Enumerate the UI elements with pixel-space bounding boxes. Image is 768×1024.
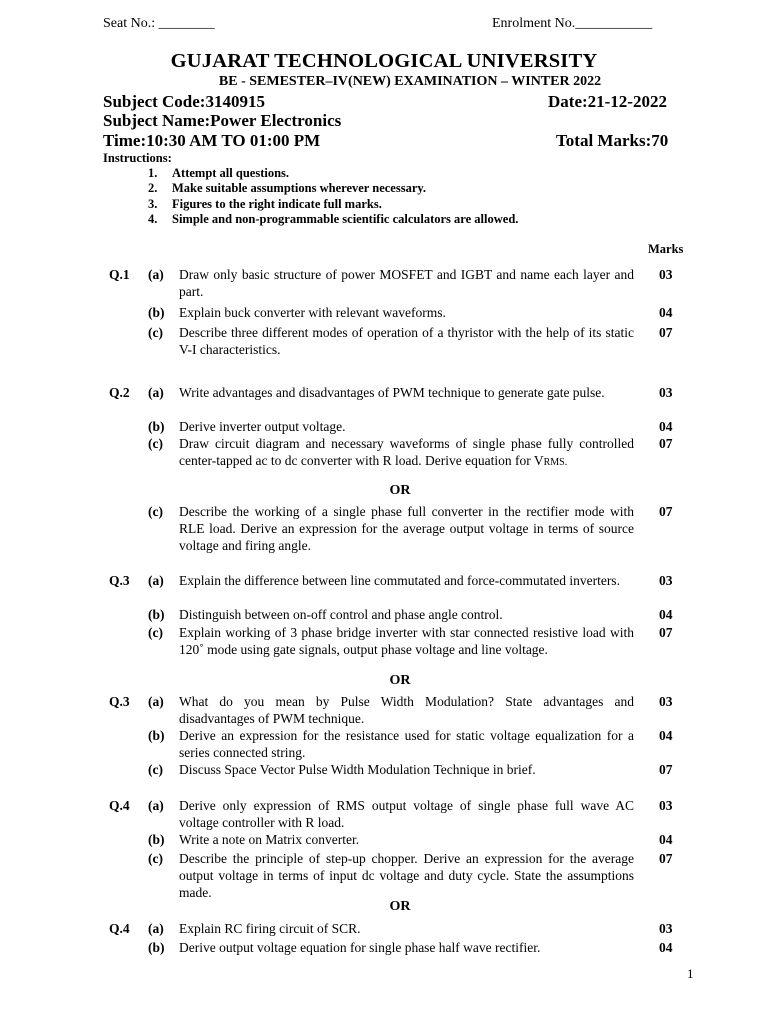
- question-text: Explain buck converter with relevant waveforms.: [179, 305, 446, 320]
- or-separator: OR: [389, 483, 411, 498]
- question-part: (b): [148, 419, 165, 434]
- question-part: (b): [148, 940, 165, 955]
- question-part: (c): [148, 851, 163, 866]
- instruction-number: 4.: [148, 212, 158, 226]
- question-text-body: Draw circuit diagram and necessary waveforms of single phase fully controlled center-tapped ac to dc converter with R load. Derive equation for: [179, 436, 634, 468]
- subject-code: Subject Code:3140915: [103, 92, 265, 111]
- question-marks: 04: [659, 940, 673, 955]
- question-text: Derive only expression of RMS output voltage of single phase full wave AC voltage controller with R load.: [179, 798, 634, 830]
- instruction-number: 2.: [148, 181, 158, 195]
- instruction-item: [148, 166, 289, 181]
- question-part: (a): [148, 694, 164, 709]
- instruction-text: Simple and non-programmable scientific calculators are allowed.: [172, 212, 519, 226]
- question-number: Q.4: [109, 798, 130, 813]
- question-marks: 04: [659, 419, 673, 434]
- question-text: Describe the principle of step-up chopper. Derive an expression for the average output voltage in terms of input dc voltage and duty cycle. State the assumptions made.: [179, 851, 634, 900]
- vrms-subscript: RMS.: [543, 457, 568, 468]
- question-marks: 07: [659, 762, 673, 777]
- question-text: Distinguish between on-off control and phase angle control.: [179, 607, 503, 622]
- question-marks: 04: [659, 728, 673, 743]
- question-part: (b): [148, 607, 165, 622]
- instruction-item: [148, 181, 426, 196]
- question-marks: 04: [659, 607, 673, 622]
- instruction-number: 3.: [148, 197, 158, 211]
- question-text: Derive inverter output voltage.: [179, 419, 346, 434]
- vrms-symbol: V: [533, 453, 544, 468]
- question-text: Derive output voltage equation for single phase half wave rectifier.: [179, 940, 541, 955]
- instruction-number: 1.: [148, 166, 158, 180]
- question-part: (b): [148, 728, 165, 743]
- question-marks: 03: [659, 573, 673, 588]
- instruction-text: Attempt all questions.: [172, 166, 290, 180]
- or-separator: OR: [389, 673, 411, 688]
- question-text: Describe the working of a single phase full converter in the rectifier mode with RLE load. Derive an expression for the average output voltage in terms of source voltage and firing angle.: [179, 504, 634, 553]
- question-part: (a): [148, 921, 164, 936]
- question-part: (b): [148, 832, 165, 847]
- question-text: Describe three different modes of operation of a thyristor with the help of its static V-I characteristics.: [179, 325, 634, 357]
- question-marks: 07: [659, 851, 673, 866]
- subject-name: Subject Name:Power Electronics: [103, 111, 342, 130]
- exam-time: Time:10:30 AM TO 01:00 PM: [103, 131, 321, 150]
- question-marks: 04: [659, 305, 673, 320]
- question-number: Q.3: [109, 573, 130, 588]
- exam-title: BE - SEMESTER–IV(NEW) EXAMINATION – WINTER 2022: [218, 74, 602, 89]
- question-part: (c): [148, 504, 163, 519]
- question-number: Q.4: [109, 921, 130, 936]
- question-text: What do you mean by Pulse Width Modulation? State advantages and disadvantages of PWM technique.: [179, 694, 634, 726]
- question-marks: 03: [659, 798, 673, 813]
- question-marks: 03: [659, 267, 673, 282]
- instruction-text: Figures to the right indicate full marks.: [172, 197, 382, 211]
- exam-date: Date:21-12-2022: [548, 92, 667, 111]
- question-part: (c): [148, 762, 163, 777]
- instructions-heading: Instructions:: [103, 151, 172, 165]
- question-marks: 07: [659, 325, 673, 340]
- question-text: Explain the difference between line commutated and force-commutated inverters.: [179, 573, 620, 588]
- question-number: Q.1: [109, 267, 130, 282]
- instruction-text: Make suitable assumptions wherever necessary.: [172, 181, 427, 195]
- question-part: (a): [148, 267, 164, 282]
- question-part: (c): [148, 325, 163, 340]
- question-number: Q.2: [109, 385, 130, 400]
- question-part: (a): [148, 573, 164, 588]
- question-marks: 04: [659, 832, 673, 847]
- question-part: (a): [148, 798, 164, 813]
- enrolment-number-field: Enrolment No.___________: [492, 16, 653, 31]
- question-text: Write advantages and disadvantages of PWM technique to generate gate pulse.: [179, 385, 605, 400]
- seat-number-field: Seat No.: ________: [103, 16, 215, 31]
- university-title: GUJARAT TECHNOLOGICAL UNIVERSITY: [170, 50, 598, 72]
- instruction-item: [148, 197, 382, 212]
- question-text: Derive an expression for the resistance used for static voltage equalization for a series connected string.: [179, 728, 634, 760]
- question-text: [179, 435, 634, 471]
- question-part: (c): [148, 436, 163, 451]
- question-text: Explain RC firing circuit of SCR.: [179, 921, 361, 936]
- question-part: (c): [148, 625, 163, 640]
- question-marks: 07: [659, 436, 673, 451]
- question-number: Q.3: [109, 694, 130, 709]
- question-text: Explain working of 3 phase bridge inverter with star connected resistive load with 120˚ mode using gate signals, output phase voltage and line voltage.: [179, 625, 634, 657]
- marks-column-heading: Marks: [648, 242, 684, 256]
- question-part: (b): [148, 305, 165, 320]
- instruction-item: [148, 212, 518, 227]
- total-marks: Total Marks:70: [556, 131, 669, 150]
- question-text: Discuss Space Vector Pulse Width Modulation Technique in brief.: [179, 762, 536, 777]
- question-marks: 07: [659, 504, 673, 519]
- page-number: 1: [687, 966, 694, 981]
- question-marks: 03: [659, 385, 673, 400]
- or-separator: OR: [389, 899, 411, 914]
- question-marks: 03: [659, 694, 673, 709]
- question-marks: 07: [659, 625, 673, 640]
- question-part: (a): [148, 385, 164, 400]
- question-text: Write a note on Matrix converter.: [179, 832, 360, 847]
- question-marks: 03: [659, 921, 673, 936]
- question-text: Draw only basic structure of power MOSFET and IGBT and name each layer and part.: [179, 267, 634, 299]
